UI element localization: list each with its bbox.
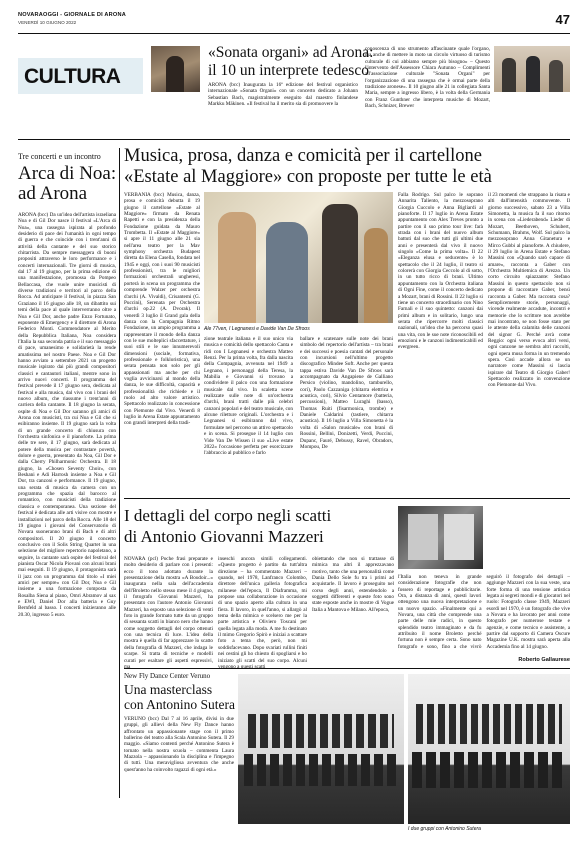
dance-photo-caption: I due gruppi con Antonino Sutera [408, 826, 481, 832]
organ-figure [166, 56, 184, 92]
mazzeri-headline-1: I dettagli del corpo negli scatti [124, 506, 332, 525]
section-banner [18, 58, 143, 94]
organ-photo-right [494, 46, 570, 92]
dance-group-row-2 [244, 754, 398, 786]
organ-text-col1: ARONA (bcc) Inaugurata la 16ª edizione del festival organistico internazionale «Sonata Organi» con un concerto dedicato a Johann Sebastian Bach, magistralmente eseguito dal maestro finlandese Markku Mäkinen. «Il festival ha il merito sia di promuovere la [208, 82, 358, 108]
mazzeri-photo [398, 506, 483, 569]
organ-text-col2: conoscenza di uno strumento affascinante quale l'organo, ma anche di mettere in moto un circolo virtuoso di turismo culturale di cui abbiamo sempre più bisogno» – Questo l'intervento dell'Assessore Chiara Autunno – Complimenti all'associazione culturale "Sonata Organi" per l'organizzazione di una rassegna che è ormai parte della tradizione aronese». Il 10 giugno alle 21 in collegiata Santa Maria, sempre a ingresso libero, è la volta della Germania con Franz Gunthner che interpreta musiche di Mozart, Bach, Schnizer, Brewer [365, 46, 490, 110]
estate-photo-figure-2 [266, 222, 308, 323]
organ-person-3 [549, 60, 563, 92]
estate-text-col5: il 23 momenti che strappano la risata e alti dall'intensità commovente. Il giorno successivo, sabato 23 a Villa Simonetta, la musica fa il suo ritorno in scena con «Liederabend» Lieder di Mozart, Beethoven, Schubert, Schumann, Brahms, Wolf. Sul palco la mezzosoprano Anna Gitanetura e Mirco Gubbi al pianoforte. A chiudere, il 29 luglio in Arena Estate e Stefano Massini con «Quando sarò capace di amare», racconta a Gaber con l'Orchestra Multietnica di Arezzo. Un corto circuito spiazzante: Stefano Massini in questo spettacolo non si propone di raccontare Gaber, bensì racconta a Gaber. Ma racconta cosa? Semplicemente storie, personaggi, vicende realmente accadute, incontri e memorie che lo scrittore non avrebbe mai incontrato, se non fosse stato per le attente della calamita delle canzoni del signor G. Perché avrà come Reggio: ogni verso evoca altri versi, ogni canzone ne sembra altri raccolti, ogni opera musa forma in un tremendo spera. Così accade allora se un narratore come Massini si lascia ispirare dal Teatro di Giorgio Gaber! Spettacolo realizzato in convenzione con Piemonte dal Vivo. [488, 192, 570, 389]
mazzeri-photo-frame [408, 514, 438, 560]
divider-vertical-left [119, 148, 120, 798]
mazzeri-text-col1: NOVARA (pcl) Poche frasi preparate e molto desiderio di parlare con i presenti: ecco il tono adottato durante la presentazione della mostra «A Boudoir...» inaugurata nella sala dell'accademia dell'Broletto nello stesso mese il 4 giugno, il fotografo Giovanni Mazzeri, ha presentato con l'autore Antonio Giovanni Mazzeri, ha esposto una selezione di venti foto in grande formato tutte da un gruppo di sessanta scatti in bianco nero che hanno come soggetto dettagli del corpo ottenuti con una tecnica di luce. L'idea della mostra è quella di far apprezzare lo scatto della fotografia di Mazzeri, che indaga le scarpe. Si tratta di tecniche e modelli curati per esaltare gli aspetti espressivi, ma [124, 556, 213, 670]
organ-headline-2: il 10 un interprete tedesco [208, 62, 369, 79]
divider-top [18, 139, 570, 140]
estate-text-col2: zione teatrale italiana e il suo unico via musica e comicità dello spettacolo Canta e ridi con I Legnanesi e orchestra Matteo Renzi. Per la prima volta, fra dalla nascita della Compagnia, avvenuta nel 1949 a Legnano, i personaggi della Teresa, la Mabilia e Giovanni si trovano a condividere il palco con una formazione musicale dal vivo. In scaletta scene realizzate sulle note di un'orchestra d'archi, brani tratti dalle più celebri canzoni popolari e del teatro musicale, con alcune riletture originali. L'orchestra e i Legnanesi si esibiranno dal vivo, formulate nel percorso un attivo spettacolo e in scena. Si prosegue il 14 luglio con Vide Van De Wissen il suo «Live estate 2022» l'occasione perfetta per esorcizzare l'abbraccio al pubblico e farlo [204, 336, 293, 457]
estate-photo-figure-4 [364, 228, 388, 323]
mazzeri-photo-frame-2 [444, 514, 474, 560]
mazzeri-headline-2: di Antonio Giovanni Mazzeri [124, 527, 324, 546]
estate-photo-caption: Ale 77ven, I Legnanesi e Davide Van De Sfroos [204, 326, 310, 332]
dance-photo-2 [408, 674, 570, 824]
estate-text-col4: Falla Rodrigo. Sul palco le soprano Annarita Taliento, la mezzosoprano Giorgia Cuccolo e Anna Bigliardi al pianoforte. Il 17 luglio in Arena Estate appuntamento con Alex Treves pronto a partire con il suo primo tour live: farà strada con i brani del nuovo album battuti dal suo che tutti gli ultimi due anni e presenterà dal vivo il nuovo singolo «Come la prima volta». Il 22 «Eleganza elusa e seducente» è lo spettacolo che il 24 luglio, il teatro si colorerà con Giorgia Ceccolo al di sotto, in un tutto ricco di brani. Ultimo appuntamento con la Orchestra italiana di Ogni Fine, come il concerto dedicato a Mozart, brani di Rossini. Il 22 luglio si tiene un concerto straordinario con Nino Farnali e il suo quintetto: canzoni dai primi album e in solitario, lungo una serata che ripercorre molti classici nazionali, un'idea che ha percorso quasi una vita, con le sue note riconoscibili ed emozioni e le canzoni indimenticabili ed evergreen. [398, 192, 483, 351]
mazzeri-text-col3: obiettando che non si trattasse di mimica ma altri il apprezzavano motivo, tanto che una personalità come Dania Dello Sole fu tra i primi ad acquistarle. Il lavoro è proseguito nel corso degli anni, estendendolo a soggetti differenti e queste foto sono state esposte anche in mostre di Vogue Italia a Mantova e Milano. All'epoca, [312, 556, 394, 613]
mazzeri-text-col2: inseschi ancora simili collegamenti. «Questo progetto è partito da tutt'altra direzione – ha commentato Mazzeri – quando, nel 1978, Lanfranco Colombo, direttore dell'unica galleria fotografica milanese dell'epoca, Il Diaframma, mi propose una collaborazione in occasione di uno spazio aperto alla cultura in una fiera. Il lavoro, in quell'anno, si allargò al tema della mimica e scelsero me per la parte artistica e Oliviero Toscani per quella legata alla moda. A me fu destinato il mimo Gregorio Spirò e iniziai a scattare foto a tema che, però, non mi soddisfacevano. Dopo svariati rullini finiti nei cestini gli ho chiesto di spogliarsi e ho iniziato gli scatti del suo corpo. Alcuni vengono a questi scatti [218, 556, 307, 670]
organ-headline-1: «Sonata organi» ad Arona: [208, 44, 374, 61]
estate-photo-figure-3 [322, 204, 358, 323]
organ-photo [151, 46, 200, 92]
dance-group2-row-2 [412, 752, 566, 788]
organ-person-2 [526, 56, 540, 92]
estate-headline-1: Musica, prosa, danza e comicità per il cartellone [124, 146, 483, 166]
estate-photo-figure-1 [218, 212, 256, 323]
noa-headline: Arca di Noa: ad Arona [18, 163, 117, 204]
divider-lower [124, 668, 570, 669]
masthead [18, 12, 570, 32]
noa-kicker: Tre concerti e un incontro [18, 152, 101, 161]
paper-name: NOVARAOGGI - GIORNALE DI ARONA [18, 12, 126, 18]
dance-headline-1: Una masterclass [124, 682, 213, 697]
dance-headline-2: con Antonino Sutera [124, 697, 235, 712]
mazzeri-byline: Roberto Gallaurese [518, 657, 570, 663]
estate-text-col3: ballare e scatenare sulle note dei brani simbolo del repertorio dell'artista – tra brani e dei successi e poesia cantati del personale con incursioni nell'ultimo progetto discografico Mindee Soft. Anche per questa tappa estiva Davide Van De Sfroos sarà accompagnato da Angapiene de Galliano Persico (violino, mandolino, tamburello, cori), Paolo Cazzaniga (chitarra elettrica e acustica, cori), Silvio Centamore (batteria, percussioni), Matteo Luraghi (basso), Thomas Ruiti (fisarmonica, trombe) e Daniele Caldarini (tastiere, chitarra acustica). Il 16 luglio a Villa Simonetta è la volta di «Salon musicale» con brani di Rossini, Bellini, Donizetti, Verdi, Puccini, Dupanc, Fauré, Debussy, Ravel, Obradors, Mompou, De [300, 336, 393, 450]
dance-photo-1 [238, 674, 404, 824]
section-title: CULTURA [24, 65, 121, 88]
dance-text: VERUNO (bcc) Dal 7 al 16 aprile, divisi in due gruppi, gli allievi della New Fly Dance hanno affrontato un appassionante stage con il primo ballerino del teatro alla Scala Antonino Sutera. Il 29 maggio. «Siamo contenti perché Antonino Sutera è tornato nella nostra scuola – commenta Laura Mazzola – appassionando la disciplina e l'impegno di tutti. Una meravigliosa avventura che anche quest'anno ha coinvolto ragazzi di ogni età.» [124, 716, 234, 773]
noa-text: ARONA (bcc) Da un'idea dell'artista israeliana Noa e di Gil Dor nasce il festival «L'Arca di Noa», una rassegna ispirata al profondo desiderio di pace dei l'umanità in ogni tempo di guerra e che coincide con i trent'anni di attività della cantante e del suo storico chitarrista. Da sempre messaggera di buoni propositi attraverso le loro performance e i concerti internazionali. Tre giorni di musica, dal 17 al 19 giugno, per la prima edizione di una manifestazione, promossa da Pompeo Bellaccasa, che vuole unire musicisti di diverse tradizioni e territori al parco della Rocca. Ad anticipare il festival, in piazza San Graziano il 16 giugno alle 18, un dibattito sui temi della pace al quale interverranno oltre a Noa e Gil Dor, anche padre Enzo Fortunato, esponente di Emergency e il direttore di Arona Federico Monti. Commendatore al Merito della Repubblica Italiana, Noa considera l'Italia la sua seconda patria e il suo messaggio di pace, umanesimo e solidarietà la rende amatissima nel nostro Paese. Noa e Gil Dor hanno avviato a settembre 2021 un progetto musicale ispirato dai più grandi compositori classici e cantautori italiani, mentre sono in arrivo nuovi concerti. Il programma del festival prevede il 17 giugno sera, dedicata al festival e alla musica, dal vivo con i brani del nuovo album, che riassume i trent'anni di carriera della cantante. Il 18 giugno la serata, ospite di Noa e Gil Dor saranno gli amici di Arona con musicisti, tra cui Noa e Gil che si esibiranno insieme. Il 19 giugno sarà la volta di un grande concerto di chiusura con l'orchestra sinfonica e il pianoforte. La prima delle tre sere, il 17 giugno, sarà dedicata al potere della musica per contrastare povertà, dolore e guerra, presentato da Noa, Gil Dor e dalla Cherry Philharmonic Orchestra. Il 18 giugno, la «Chosen Seventy Choir», con Beshani e Adi Harrosh insieme a Noa e Gil Dor, tra canzoni e performance. Il 19 giugno, una serata di musica da camera con un programma che spazia dal barocco al romantico, con musicisti della tradizione classica e contemporanea. Una sezione del festival è dedicata alle arti visive con mostre e installazioni nel parco della Rocca. Alle 18 del 19 giugno i giovani del Conservatorio di Novara suoneranno brani di Bach e di altri compositori. Il 20 giugno il concerto conclusivo con il Solis String Quartet in una selezione del migliore repertorio napoletano, a seguire, la cantante sarà ospite del festival del pianista Oscar Nicola Piovani con alcuni brani mai eseguiti. Il 19 giugno, il protagonista sarà il jazz con un programma dal titolo «I miei amici per sempre» con Gil Dor, Noa e Gil insieme a una formazione composta da Rosalba Siena al piano, Omri Abramov al sax e EWI, Daniel Dor alla batteria e Guy Bernfeld al basso. I concerti inizieranno alle 20.30, ingresso 5 euro. [18, 212, 116, 618]
estate-photo [204, 192, 393, 323]
estate-text-col1: VERBANIA (bcc) Musica, danza, prosa e comicità debutta il 19 giugno il cartellone «Estate al Maggiore» firmato da Renata Rapetti e con la presidenza della Fondazione guidata da Mauro Trombetta. Il «Estate al Maggiore» si apre il 11 giugno alle 21 sia nell'area teatro per la Mav symphony orchestra Budapest diretta da Elena Casella, fondata nel 1945 e oggi, con i suoi 90 musicisti professionisti, tra le migliori formazioni orchestrali ungheresi, porterà in scena un programma che comprende Walzer per orchestra d'archi (A. Vivaldi), Crisantemi (G. Puccini), Serenata per Orchestra d'archi op.22 (A. Dvorak). Il venerdì 3 luglio il Grand gala della danza con la Compagnia Ritmo Fondazione, un ampio programma a rappresentare il mondo della danza con le sue molteplici sfaccettature, i suoi stili e le sue innumerevoli dimensioni (sociale, formativa, professionale e folkloristica), una serata pensata non solo per gli appassionati ma anche per chi voglia avvicinarsi al mondo della danza, le sue difficoltà, capacità e professionalità che richiede e il ruolo ad alto valore artistico. Spettacolo realizzato in concessione con Piemonte dal Vivo. Venerdì 8 luglio in Arena Estate appuntamento con grandi interpreti della tradi- [124, 192, 200, 427]
page-number: 47 [555, 12, 570, 27]
divider-middle [124, 498, 570, 499]
dance-group2-row-1 [416, 704, 562, 744]
issue-date: VENERDÌ 10 GIUGNO 2022 [18, 20, 77, 25]
masthead-rule [18, 33, 570, 34]
mazzeri-text-col4: l'Italia non teneva in grande considerazione fotografie che non fossero di reportage e pubblicitarie. Ora, a distanza di anni, questi lavori ottengono una nuova interpretazione e un nuovo spazio. «Finalmente qui a Novara, una città che comprende una parte delle mie radici, in questo splendido teatro immaginato e da fu attribuito il nome Broletto perché fortuna non è sempre certa. Sono nato fotografo e sono, fino a che vivrò seguirò il fotografo dei dettagli – aggiunge Mazzeri con la sua veste, una forte forma di una tensione artistica legata ai segreti mondi e di giocatori nel ruolo: Fotografo classe 1949, Mazzeri esordì nel 1970, è un fotografo che vive a Novara e ha lavorato per anni come fotografo per numerose testate e agenzie, e come tecnico e assistente, a partire dal supporto di Camera Oscure Magazine U.K. mostra sarà aperta alla Accademia fino al 14 giugno. [398, 574, 570, 650]
dance-kicker: New Fly Dance Center Veruno [124, 672, 211, 680]
organ-person-1 [502, 58, 516, 92]
dance-group-row-1 [248, 714, 394, 748]
estate-headline-2: «Estate al Maggiore» con proposte per tutte le età [124, 167, 492, 187]
